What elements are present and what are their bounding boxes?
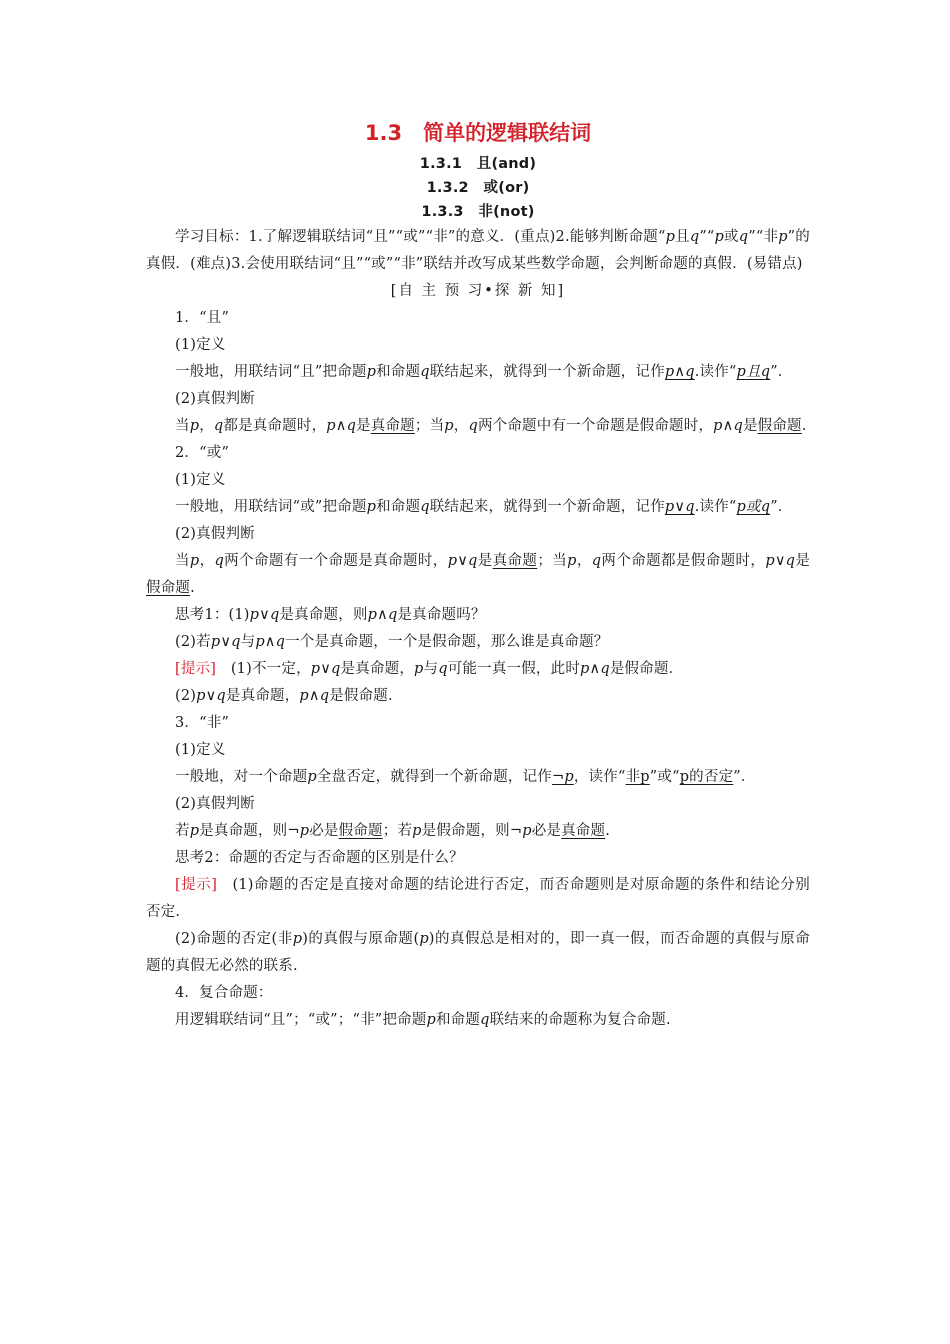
text-run: 思考1：(1) <box>175 607 250 623</box>
text-run: 联结起来，就得到一个新命题，记作 <box>429 499 665 515</box>
text-run: p <box>366 499 377 515</box>
page-title: 1.3 简单的逻辑联结词 <box>364 121 592 145</box>
text-run: p∧q <box>367 607 398 623</box>
judgement-label: (2)真假判断 <box>175 526 255 542</box>
text-run: ，读作“ <box>573 769 626 785</box>
fill-blank: 非p <box>625 769 650 785</box>
text-run: q <box>438 661 448 677</box>
text-run: p <box>426 1012 436 1028</box>
text-run: p∨q <box>765 553 796 569</box>
text-run: ， <box>576 553 592 569</box>
text-run: p <box>778 229 788 245</box>
text-run: q <box>420 364 430 380</box>
text-run: 两个命题中有一个命题是假命题时， <box>477 418 714 434</box>
fill-blank: p且q <box>736 364 771 380</box>
definition-label: (1)定义 <box>175 742 226 758</box>
fill-blank: p∨q <box>664 499 695 515</box>
text-run: 是假命题． <box>609 661 684 677</box>
text-run: p∨q <box>210 634 241 650</box>
judgement-or <box>146 548 810 602</box>
text-run: 是真命题，则 <box>279 607 368 623</box>
text-run: q <box>213 418 224 434</box>
text-run: ；若 <box>382 823 413 839</box>
text-run: 是 <box>356 418 371 434</box>
text-run: ”或“ <box>649 769 680 785</box>
hint-1 <box>146 656 810 683</box>
definition-label: (1)定义 <box>175 337 226 353</box>
text-run: 一般地，用联结词“或”把命题 <box>175 499 367 515</box>
fill-blank: p或q <box>736 499 771 515</box>
text-run: p <box>189 553 200 569</box>
text-run: (2) <box>175 688 197 704</box>
text-run: 必是 <box>309 823 339 839</box>
text-run: 和命题 <box>435 1012 481 1028</box>
text-run: ”“ <box>699 229 715 245</box>
text-run: 是假命题，则 <box>421 823 510 839</box>
text-run: .读作“ <box>694 499 737 515</box>
heading-not: 3．“非” <box>175 715 230 731</box>
text-run: q <box>214 553 224 569</box>
text-run: p <box>414 661 424 677</box>
text-run: 两个命题有一个命题是真命题时， <box>223 553 448 569</box>
text-run: 是真命题， <box>225 688 300 704</box>
fill-blank: 真命题 <box>561 823 606 839</box>
text-run: p∨q <box>249 607 280 623</box>
text-run: 是 <box>742 418 758 434</box>
text-run: p <box>189 823 200 839</box>
fill-blank: 真命题 <box>370 418 415 434</box>
text-run: . <box>190 580 195 596</box>
text-run: ， <box>199 553 215 569</box>
text-run: 联结起来，就得到一个新命题，记作 <box>429 364 665 380</box>
text-run: 与 <box>240 634 256 650</box>
text-run: ；当 <box>537 553 568 569</box>
fill-blank: 假命题 <box>146 580 191 596</box>
text-run: . <box>605 823 611 839</box>
text-run: (1)命题的否定是直接对命题的结论进行否定，而否命题则是对原命题的条件和结论分别否定. <box>146 877 810 920</box>
text-run: p <box>444 418 454 434</box>
text-run: (1)不一定， <box>216 661 311 677</box>
hint-2 <box>146 872 810 926</box>
text-run: p∨q <box>447 553 478 569</box>
text-run: q <box>420 499 430 515</box>
text-run: p <box>714 229 725 245</box>
judgement-and <box>146 413 810 440</box>
document-page <box>146 118 810 1034</box>
fill-blank: ¬p <box>552 769 574 785</box>
text-run: p <box>292 931 303 947</box>
text-run: p∧q <box>713 418 743 434</box>
text-run: 都是真命题时， <box>223 418 327 434</box>
think-question-2 <box>146 629 810 656</box>
text-run: ；当 <box>414 418 445 434</box>
text-run: 和命题 <box>376 499 421 515</box>
text-run: 一般地，对一个命题 <box>175 769 308 785</box>
definition-not <box>146 764 810 791</box>
text-run: q <box>591 553 602 569</box>
text-run: 是真命题吗？ <box>397 607 486 623</box>
subtitle-and: 1.3.1 且(and) <box>419 156 537 172</box>
text-run: 是假命题． <box>329 688 403 704</box>
text-run: p <box>567 553 577 569</box>
text-run: 用逻辑联结词“且”；“或”；“非”把命题 <box>175 1012 427 1028</box>
text-run: 两个命题都是假命题时， <box>601 553 766 569</box>
text-run: (2)命题的否定(非 <box>175 931 293 947</box>
definition-and <box>146 359 810 386</box>
judgement-label: (2)真假判断 <box>175 391 255 407</box>
text-run: 必是 <box>531 823 562 839</box>
judgement-label: (2)真假判断 <box>175 796 255 812</box>
text-run: p <box>366 364 377 380</box>
text-run: p <box>189 418 200 434</box>
heading-or: 2．“或” <box>175 445 230 461</box>
text-run: q <box>738 229 749 245</box>
text-run: 是 <box>477 553 493 569</box>
text-run: ， <box>453 418 469 434</box>
think-question-3: 思考2：命题的否定与否命题的区别是什么？ <box>175 850 464 866</box>
text-run: 是 <box>795 553 811 569</box>
text-run: 联结来的命题称为复合命题. <box>489 1012 671 1028</box>
text-run: q <box>468 418 478 434</box>
fill-blank: 真命题 <box>492 553 538 569</box>
text-run: p∧q <box>580 661 610 677</box>
text-run: ¬p <box>287 823 310 839</box>
definition-or <box>146 494 810 521</box>
text-run: 且 <box>675 229 690 245</box>
text-run: ”． <box>733 769 756 785</box>
text-run: 与 <box>423 661 439 677</box>
text-run: q <box>480 1012 490 1028</box>
text-run: 一般地，用联结词“且”把命题 <box>175 364 367 380</box>
text-run: q <box>689 229 700 245</box>
text-run: )的真假总是相对的，即一真一假，而否命题的真假与原命题的真假无必然的联系. <box>146 931 810 974</box>
text-run: p∨q <box>310 661 341 677</box>
hint-2-part-2 <box>146 926 810 980</box>
text-run: (2)若 <box>175 634 211 650</box>
text-run: 是真命题， <box>340 661 415 677</box>
text-run: p <box>412 823 422 839</box>
text-run: 当 <box>175 418 190 434</box>
compound-definition <box>146 1007 810 1034</box>
text-run: 学习目标：1.了解逻辑联结词“且”“或”“非”的意义．(重点)2.能够判断命题“ <box>175 229 666 245</box>
fill-blank: 假命题 <box>338 823 383 839</box>
hint-label: [提示] <box>175 877 218 893</box>
subtitle-or: 1.3.2 或(or) <box>426 180 530 196</box>
text-run: ”． <box>770 499 793 515</box>
text-run: 一个是真命题，一个是假命题，那么谁是真命题？ <box>285 634 609 650</box>
hint-1-part-2 <box>146 683 810 710</box>
text-run: . <box>801 418 807 434</box>
text-run: ¬p <box>509 823 532 839</box>
heading-compound: 4．复合命题： <box>175 985 273 1001</box>
fill-blank: p∧q <box>664 364 695 380</box>
text-run: 是真命题，则 <box>199 823 288 839</box>
text-run: )的真假与原命题( <box>302 931 420 947</box>
subtitle-not: 1.3.3 非(not) <box>421 204 535 220</box>
text-run: ”的真假．(难点)3.会使用联结词“且”“或”“非”联结并改写成某些数学命题，会判断命题的真假．(易错点) <box>146 229 810 272</box>
text-run: 全盘否定，就得到一个新命题，记作 <box>316 769 552 785</box>
text-run: ”“非 <box>748 229 779 245</box>
text-run: 若 <box>175 823 190 839</box>
text-run: 或 <box>724 229 739 245</box>
text-run: p∧q <box>326 418 357 434</box>
definition-label: (1)定义 <box>175 472 226 488</box>
text-run: p <box>419 931 429 947</box>
text-run: p∨q <box>196 688 226 704</box>
text-run: 和命题 <box>376 364 421 380</box>
text-run: p∧q <box>299 688 330 704</box>
text-run: .读作“ <box>694 364 737 380</box>
hint-label: [提示] <box>175 661 217 677</box>
text-run: 当 <box>175 553 190 569</box>
judgement-not <box>146 818 810 845</box>
fill-blank: p的否定 <box>679 769 734 785</box>
think-question-1 <box>146 602 810 629</box>
text-run: ”． <box>770 364 793 380</box>
text-run: p <box>665 229 676 245</box>
text-run: 可能一真一假，此时 <box>447 661 581 677</box>
section-header: [自 主 预 习•探 新 知] <box>390 283 566 299</box>
text-run: ， <box>199 418 214 434</box>
learning-objectives <box>146 224 810 278</box>
text-run: p <box>307 769 317 785</box>
fill-blank: 假命题 <box>757 418 802 434</box>
heading-and: 1．“且” <box>175 310 230 326</box>
text-run: p∧q <box>255 634 286 650</box>
